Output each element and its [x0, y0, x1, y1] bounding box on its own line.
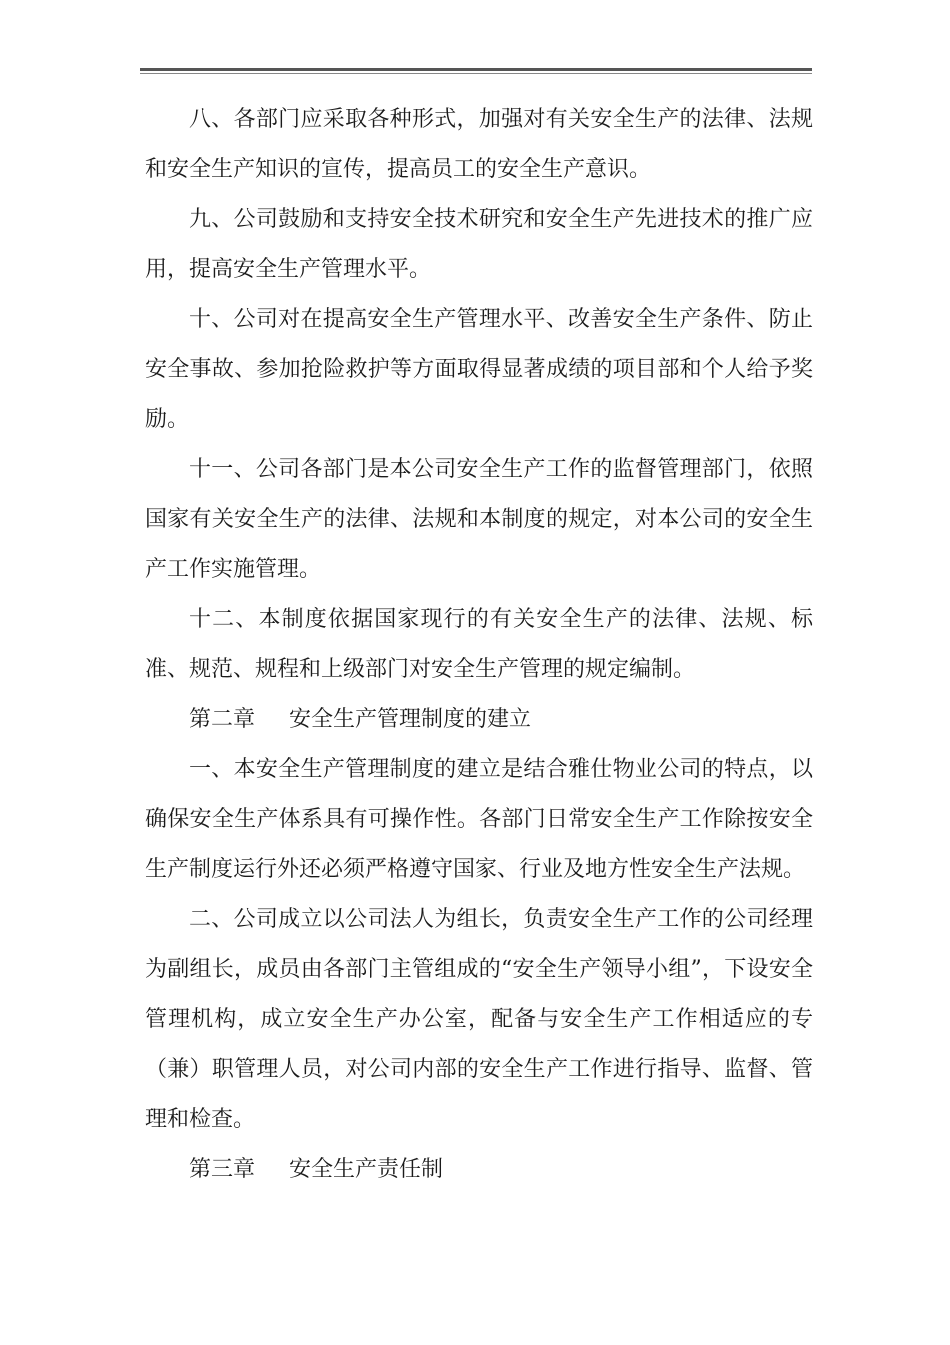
paragraph-12: 十二、本制度依据国家现行的有关安全生产的法律、法规、标准、规范、规程和上级部门对安全生产管理的规定编制。 [145, 607, 813, 682]
document-body [145, 95, 813, 1195]
chapter-heading-3 [145, 1145, 813, 1195]
header-rule [140, 68, 812, 71]
paragraph-ch2-1: 一、本安全生产管理制度的建立是结合雅仕物业公司的特点，以确保安全生产体系具有可操作性。各部门日常安全生产工作除按安全生产制度运行外还必须严格遵守国家、行业及地方性安全生产法规。 [145, 757, 813, 882]
chapter-number: 第三章 [189, 1157, 256, 1182]
paragraph-10: 十、公司对在提高安全生产管理水平、改善安全生产条件、防止安全事故、参加抢险救护等方面取得显著成绩的项目部和个人给予奖励。 [145, 307, 813, 432]
paragraph-9: 九、公司鼓励和支持安全技术研究和安全生产先进技术的推广应用，提高安全生产管理水平。 [145, 207, 813, 282]
paragraph-ch2-2: 二、公司成立以公司法人为组长，负责安全生产工作的公司经理为副组长，成员由各部门主管组成的“安全生产领导小组”，下设安全管理机构，成立安全生产办公室，配备与安全生产工作相适应的专（兼）职管理人员，对公司内部的安全生产工作进行指导、监督、管理和检查。 [145, 907, 813, 1132]
paragraph-8: 八、各部门应采取各种形式，加强对有关安全生产的法律、法规和安全生产知识的宣传，提高员工的安全生产意识。 [145, 107, 813, 182]
chapter-title: 安全生产责任制 [289, 1157, 444, 1182]
chapter-heading-2 [145, 695, 813, 745]
chapter-number: 第二章 [189, 707, 256, 732]
chapter-title: 安全生产管理制度的建立 [289, 707, 532, 732]
header-rule-thin [140, 73, 812, 74]
paragraph-11: 十一、公司各部门是本公司安全生产工作的监督管理部门，依照国家有关安全生产的法律、法规和本制度的规定，对本公司的安全生产工作实施管理。 [145, 457, 813, 582]
